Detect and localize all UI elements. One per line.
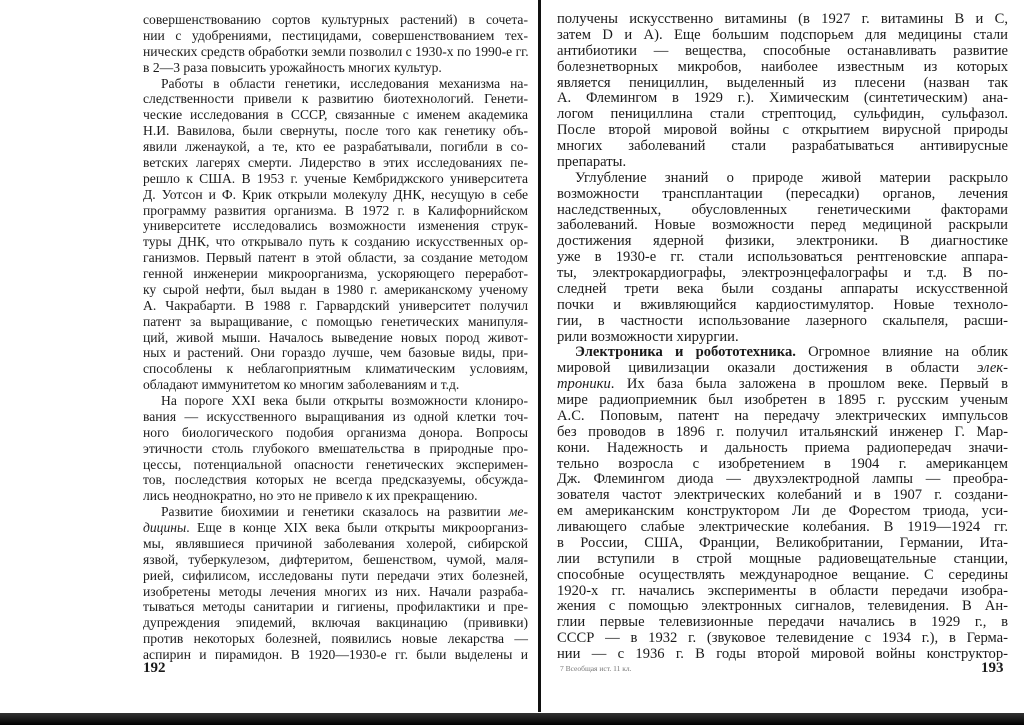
text-line: ливающего слабые электрические колебания. В 1919—1924 гг. (557, 519, 1008, 535)
text-line: мы, являвшиеся причиной заболевания холерой, сибирской (143, 535, 528, 551)
text-line: СССР — в 1932 г. (звуковое телевидение с 1934 г.), в Герма- (557, 630, 1008, 647)
italic-term: ме- (508, 504, 528, 520)
text-line: генной инженерии микроорганизма, ускоряющего переработ- (143, 266, 528, 281)
text-line: ганизмов. Первый патент в этой области, за создание методом (143, 250, 528, 266)
text-line: достижения ядерной физики, электроники. В диагностике (557, 233, 1008, 250)
text-line: совершенствованию сортов культурных растений) в сочета- (143, 12, 528, 27)
text-line: программу развития организма. В 1972 г. в Калифорнийском (143, 202, 528, 218)
right-page-text (557, 12, 1008, 663)
text-line: глии первые телевизионные передачи начались в 1929 г., в (557, 614, 1008, 631)
text-line: туры ДНК, что открывало путь к созданию искусственных ор- (143, 234, 528, 250)
text-line: дупреждения эпидемий, включая вакцинацию (прививки) (143, 615, 528, 631)
text-line: ветских лагерях смерти. Лидерство в этих исследованиях пе- (143, 154, 528, 170)
text-line: ций, живой мыши. Началось выведение новых пород живот- (143, 329, 528, 345)
text-line (557, 361, 1008, 377)
text-line: против некоторых болезней, появились новые лекарства — (143, 631, 528, 647)
text-line: После второй мировой войны с открытием вирусной природы (557, 122, 1008, 139)
text-line: нии с удобрениями, пестицидами, совершенствованием тех- (143, 27, 528, 43)
text-line: решло к США. В 1953 г. ученые Кембриджского университета (143, 170, 528, 186)
page-number-right: 193 (981, 660, 1004, 676)
text-line: способные осуществлять международное вещание. С середины (557, 566, 1008, 583)
text-line: возможности трансплантации (пересадки) органов, лечения (557, 185, 1008, 202)
text-line: зователя частот электрических колебаний и в 1907 г. создани- (557, 487, 1008, 504)
text-segment: Развитие биохимии и генетики сказалось на развитии (161, 504, 509, 520)
text-line: А.С. Поповым, патент на передачу электрических импульсов (557, 407, 1008, 424)
text-line: ем американским конструктором Ли де Форестом триода, уси- (557, 503, 1008, 520)
text-line: Д. Уотсон и Ф. Крик открыли молекулу ДНК, несущую в себе (143, 186, 528, 202)
text-line: университете исследовались возможности изменения струк- (143, 218, 528, 234)
text-line: заболеваний. Новые возможности перед медициной раскрыли (557, 217, 1008, 234)
text-line: обладают иммунитетом ко многим заболеваниям и т.д. (143, 377, 460, 393)
text-line (143, 504, 528, 520)
text-segment: . Еще в конце XIX века были открыты микроорганиз- (186, 520, 528, 535)
text-line: явили лженаукой, а те, кто ее разрабатывали, погибли в со- (143, 139, 528, 154)
text-line: гии, в частности использование лазерного скальпеля, расши- (557, 312, 1008, 329)
text-line: ческие исследования в СССР, связанные с именем академика (143, 107, 528, 123)
text-line: тов, последствия которых не всегда предсказуемы, обсужда- (143, 472, 528, 488)
page-number-left: 192 (143, 660, 166, 676)
italic-term: элек- (977, 360, 1008, 377)
text-line: следней трети века были созданы аппараты искусственной (557, 280, 1008, 297)
text-line: рией, сифилисом, исследованы пути передачи этих болезней, (143, 567, 528, 583)
paragraph (557, 345, 1008, 663)
text-line: Н.И. Вавилова, были свернуты, после того как генетику объ- (143, 123, 528, 139)
text-line: следственности привели к развитию биотехнологий. Генети- (143, 91, 528, 107)
text-line: ных и растений. Они гораздо лучше, чем базовые виды, при- (143, 345, 528, 361)
text-line: Дж. Флемингом диода — двухэлектродной лампы — преобра- (557, 471, 1008, 488)
text-line: ку сырой нефти, был выдан в 1980 г. американскому ученому (143, 281, 528, 297)
text-line: рили возможности хирургии. (557, 328, 739, 345)
text-line: А. Чакрабарти. В 1988 г. Гарвардский университет получил (143, 297, 528, 313)
text-line: мире радиоприемник был изобретен в 1895 г. русским ученым (557, 392, 1008, 408)
text-line (143, 520, 528, 536)
text-line: способлены к неблагоприятным климатическим условиям, (143, 361, 528, 377)
text-line: тываться методы санитарии и гигиены, профилактики и пре- (143, 599, 528, 615)
printer-signature: 7 Всеобщая ист. 11 кл. (560, 664, 632, 673)
text-line: ты, электрокардиографы, электроэнцефалографы и т.д. В по- (557, 265, 1008, 281)
paragraph (143, 393, 528, 504)
left-page-text (143, 12, 528, 663)
text-segment: Огромное влияние на облик (795, 344, 1008, 361)
text-line: является пенициллин, выделенный из плесени (назван так (557, 74, 1008, 91)
text-line: цессы, потенциальной опасности генетических эксперимен- (143, 456, 528, 472)
text-line (557, 345, 1008, 361)
text-line: тельно возросла с изобретением в 1904 г. американцем (557, 455, 1008, 472)
bold-heading: Электроника и робототехника. (575, 344, 796, 361)
paragraph (143, 504, 528, 663)
scan-bottom-edge (0, 713, 1024, 725)
text-segment: . Их база была заложена в прошлом веке. Первый в (610, 376, 1008, 393)
text-line: патент за выращивание, с помощью генетических манипуля- (143, 313, 528, 329)
text-segment: мировой цивилизации оказали достижения в области (557, 360, 978, 377)
text-line: язвой, туберкулезом, дифтеритом, бешенством, чумой, маля- (143, 551, 528, 567)
text-line: уже в 1930-е гг. стали использоваться рентгеновские аппара- (557, 249, 1008, 266)
italic-term: дицины (143, 520, 187, 535)
text-line: нических средств обработки земли позволил с 1930-х по 1990-е гг. (143, 43, 529, 59)
text-line: в 2—3 раза повысить урожайность многих культур. (143, 59, 442, 75)
text-line: логом пенициллина стали стрептоцид, сульфидин, сульфазол. (557, 106, 1008, 123)
text-line: ного биологического подобия организма донора. Вопросы (143, 424, 528, 440)
text-line: 1920-х гг. начались эксперименты в области передачи изобра- (557, 582, 1008, 599)
text-line: болезнетворных микробов, наиболее известным из которых (557, 58, 1008, 75)
text-line: этичности столь глубокого вмешательства в природные про- (143, 440, 528, 456)
text-line: почки и вживляющийся кардиостимулятор. Новые техноло- (557, 296, 1008, 313)
text-line: изобретены методы лечения многих из них. Начали разраба- (143, 583, 528, 599)
text-line: вания — искусственного выращивания из одной клетки точ- (143, 408, 528, 424)
text-line: без проводов в 1896 г. получил итальянский инженер Г. Мар- (557, 423, 1008, 440)
text-line (557, 377, 1008, 393)
text-line: лись неоднократно, но это не привело к их прекращению. (143, 488, 478, 504)
paragraph (143, 76, 528, 394)
text-line: нии — с 1936 г. В годы второй мировой войны конструктор- (557, 646, 1008, 662)
text-line: в России, США, Франции, Великобритании, Германии, Ита- (557, 534, 1008, 551)
paragraph (143, 12, 528, 76)
text-line: лии вступили в строй мощные радиовещательные станции, (557, 550, 1008, 567)
text-line: препараты. (557, 153, 627, 170)
italic-term: троники (557, 376, 611, 393)
book-gutter (538, 0, 541, 712)
paragraph (557, 171, 1008, 346)
text-line: получены искусственно витамины (в 1927 г. витамины В и С, (557, 11, 1008, 27)
text-line: Работы в области генетики, исследования механизма на- (161, 75, 528, 91)
text-line: Углубление знаний о природе живой материи раскрыло (575, 169, 1008, 186)
text-line: антибиотики — вещества, способные останавливать развитие (557, 42, 1008, 59)
paragraph (557, 12, 1008, 171)
text-line: жения с помощью электронных сигналов, телевидения. В Ан- (557, 598, 1008, 615)
text-line: На пороге XXI века были открыты возможности клониро- (161, 393, 528, 408)
text-line: А. Флемингом в 1929 г.). Химическим (синтетическим) ана- (557, 90, 1008, 107)
text-line: кони. Надежность и дальность приема радиопередач значи- (557, 439, 1008, 456)
text-line: многих заболеваний стали разрабатываться антивирусные (557, 138, 1008, 154)
text-line: аспирин и пирамидон. В 1920—1930-е гг. были выделены и (143, 647, 528, 662)
text-line: затем D и А). Еще большим подспорьем для медицины стали (557, 26, 1008, 43)
text-line: наследственных, обусловленных генетическими факторами (557, 201, 1008, 218)
